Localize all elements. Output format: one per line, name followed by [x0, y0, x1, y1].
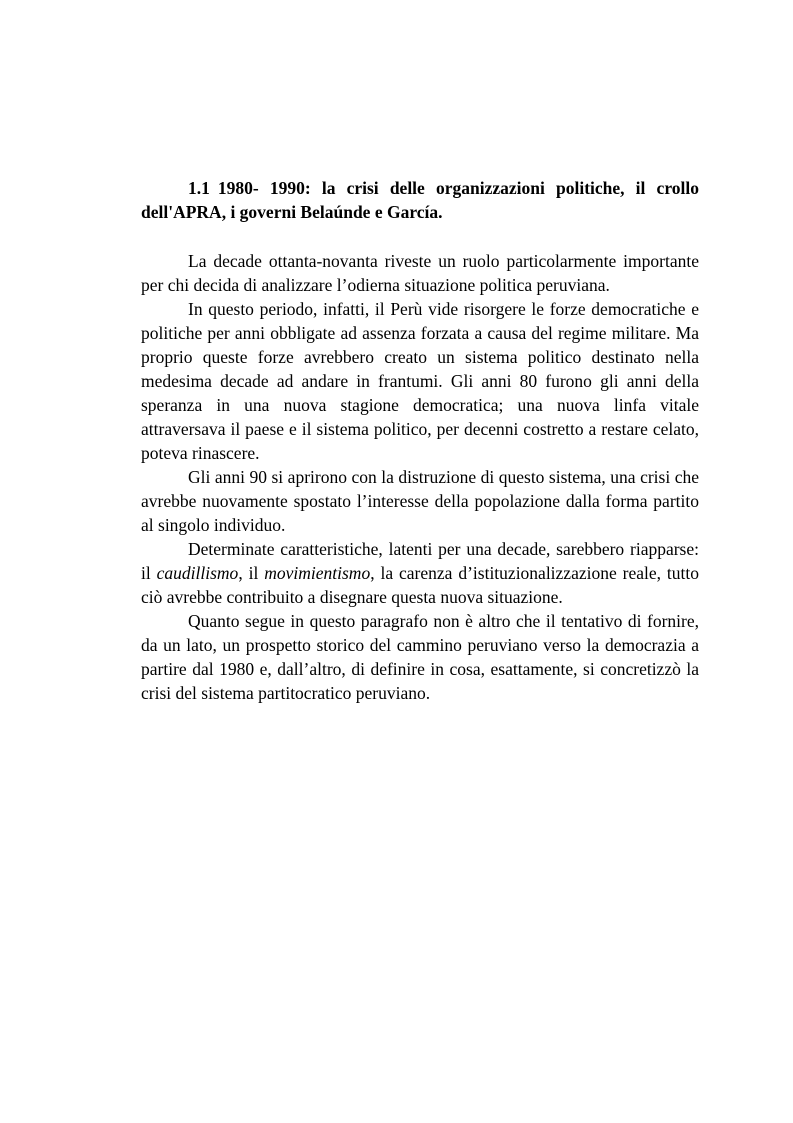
section-heading	[141, 176, 699, 224]
paragraph-4	[141, 537, 699, 609]
paragraph-4-emphasis-caudillismo: caudillismo	[156, 563, 239, 583]
page-content	[141, 176, 699, 705]
section-title: 1980- 1990: la crisi delle organizzazioni politiche, il crollo dell'APRA, i governi Belaúnde e García.	[141, 178, 699, 222]
section-number: 1.1	[188, 178, 210, 198]
paragraph-1: La decade ottanta-novanta riveste un ruolo particolarmente importante per chi decida di analizzare l’odierna situazione politica peruviana.	[141, 251, 699, 295]
paragraph-3: Gli anni 90 si aprirono con la distruzione di questo sistema, una crisi che avrebbe nuovamente spostato l’interesse della popolazione dalla forma partito al singolo individuo.	[141, 467, 699, 535]
paragraph-2: In questo periodo, infatti, il Perù vide risorgere le forze democratiche e politiche per anni obbligate ad assenza forzata a causa del regime militare. Ma proprio queste forze avrebbero creato un sistema politico destinato nella medesima decade ad andare in frantumi. Gli anni 80 furono gli anni della speranza in una nuova stagione democratica; una nuova linfa vitale attraversava il paese e il sistema politico, per decenni costretto a restare celato, poteva rinascere.	[141, 299, 699, 463]
paragraph-4-part-c: , la carenza d’istituzionalizzazione reale, tutto ciò avrebbe contribuito a disegnare questa nuova situazione.	[141, 563, 700, 607]
paragraph-4-part-a: Determinate caratteristiche, latenti per una decade, sarebbero riapparse: il	[141, 539, 699, 583]
paragraph-4-part-b: , il	[238, 563, 265, 583]
paragraph-5: Quanto segue in questo paragrafo non è altro che il tentativo di fornire, da un lato, un prospetto storico del cammino peruviano verso la democrazia a partire dal 1980 e, dall’altro, di definire in cosa, esattamente, si concretizzò la crisi del sistema partitocratico peruviano.	[141, 611, 699, 703]
paragraph-4-emphasis-movimientismo: movimientismo	[264, 563, 371, 583]
